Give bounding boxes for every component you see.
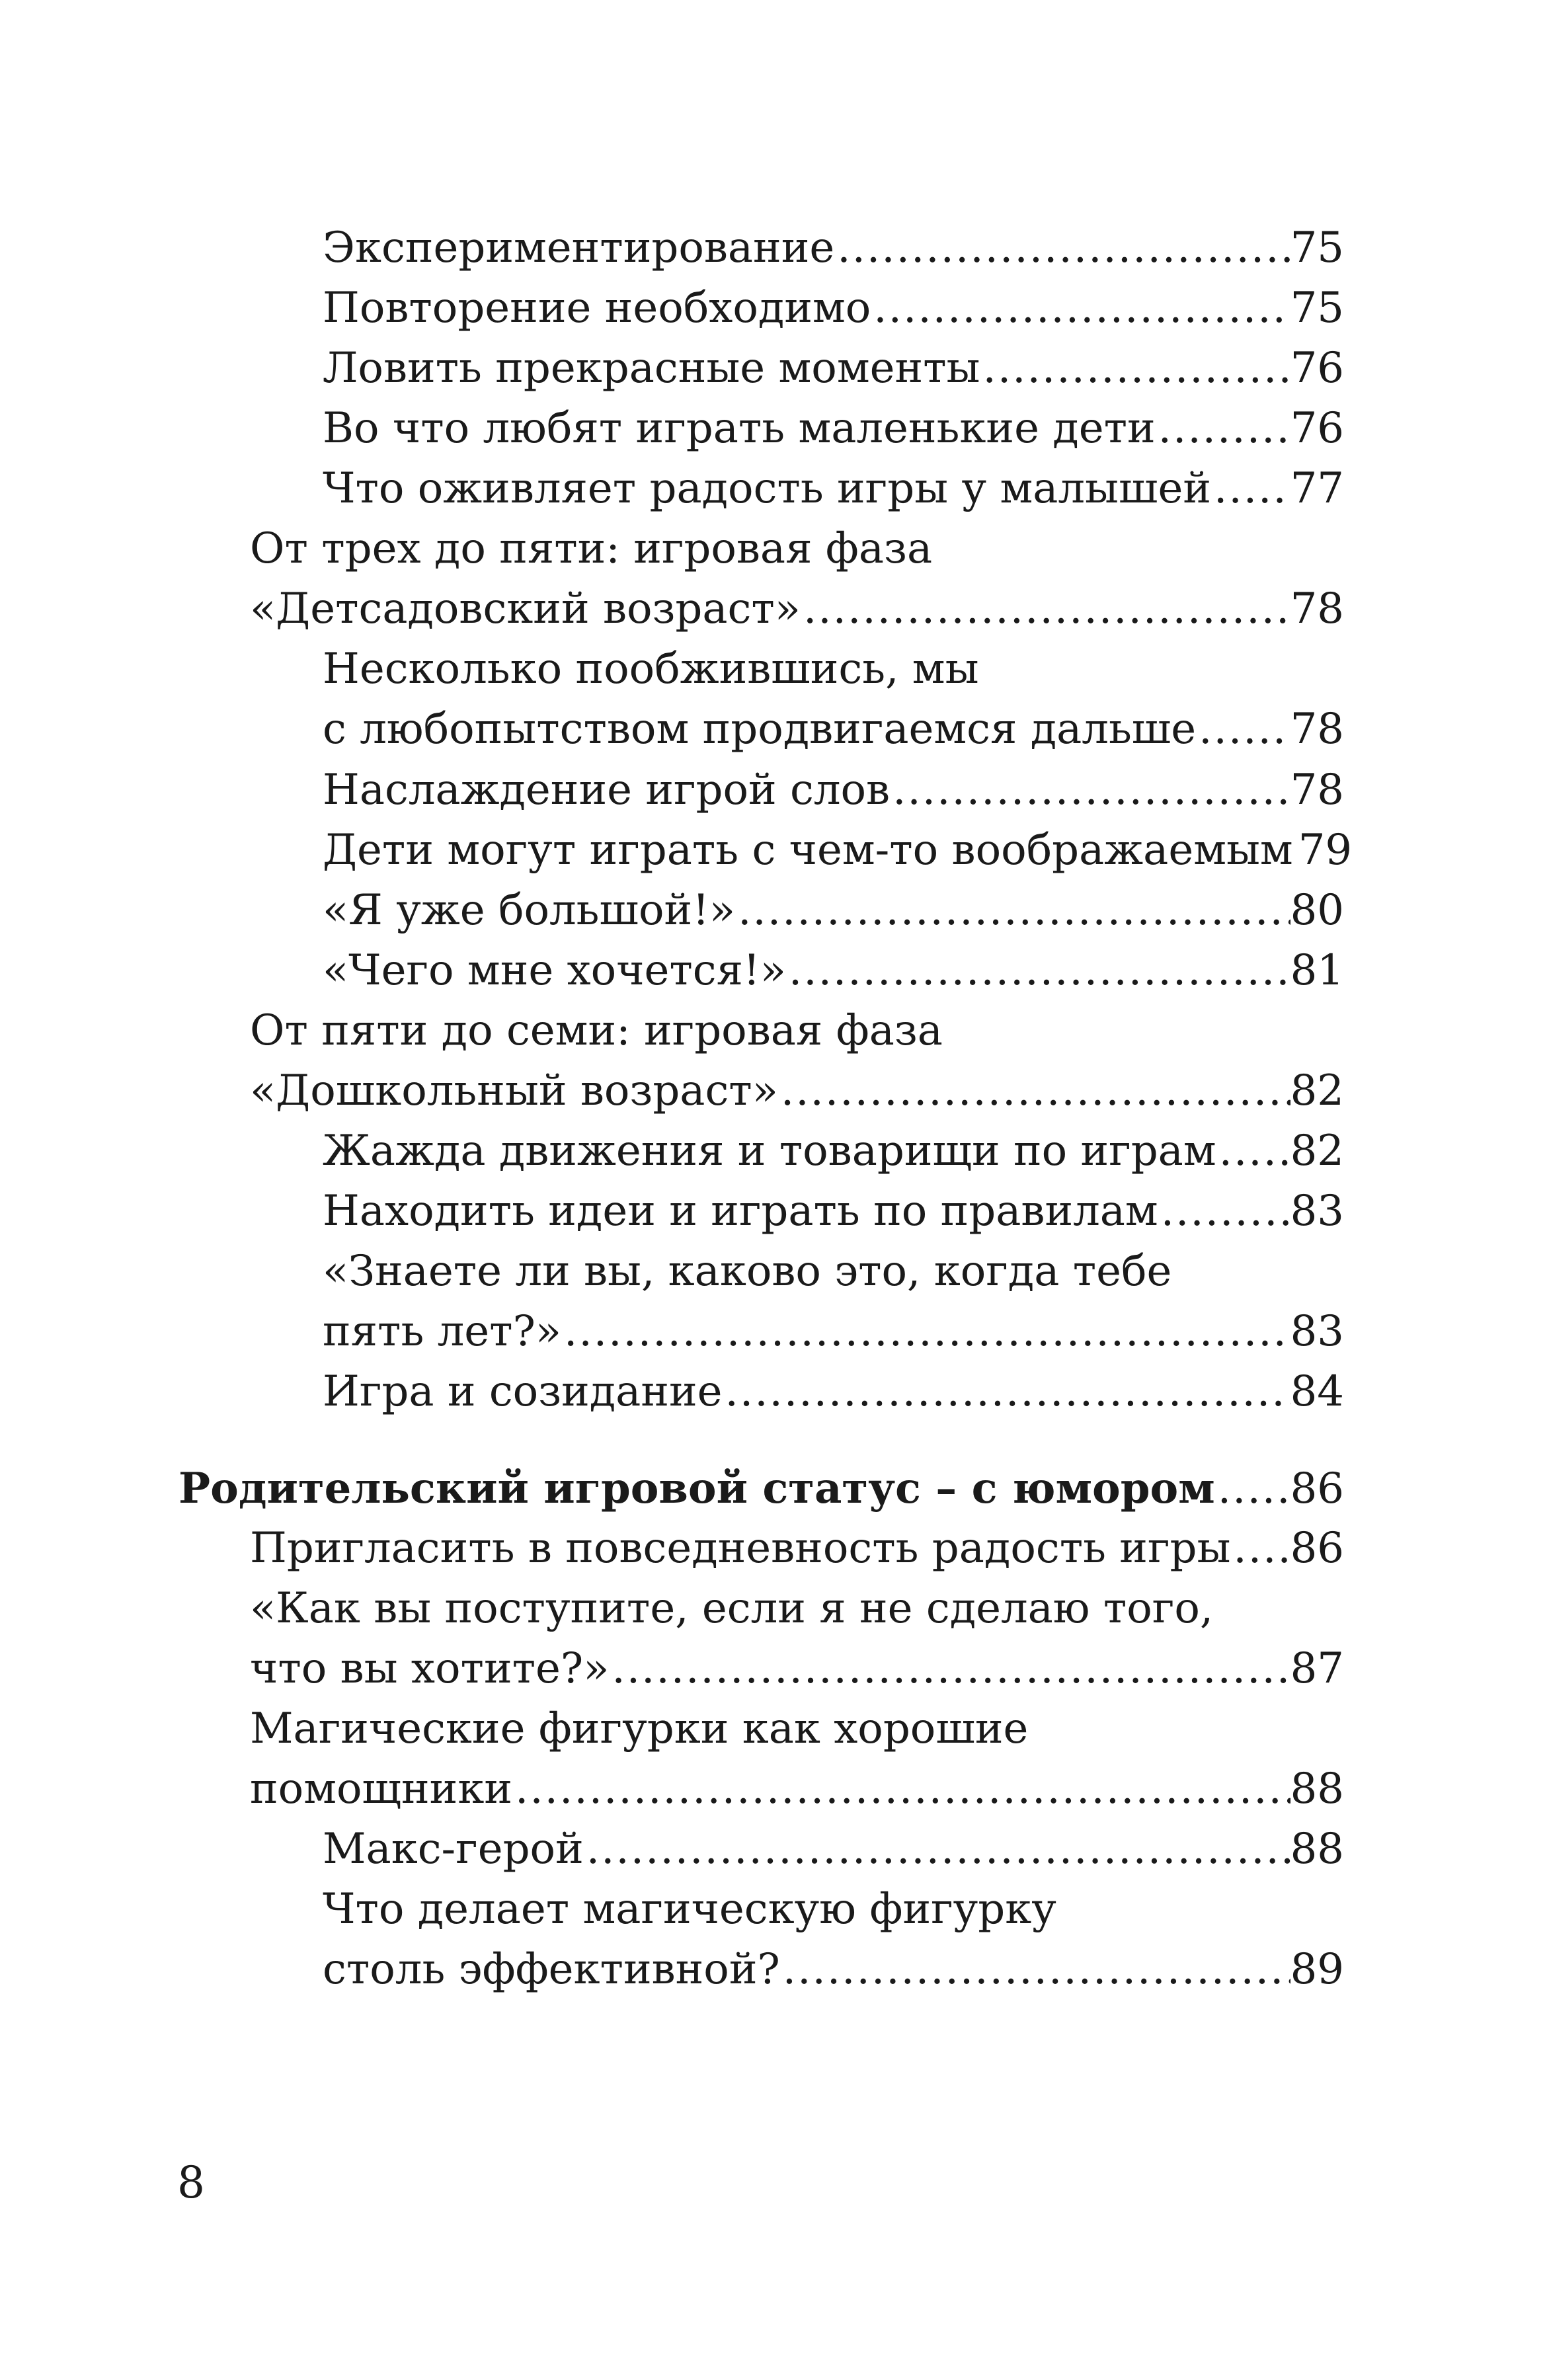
toc-entry-title: Что оживляет радость игры у малышей xyxy=(323,464,1211,513)
toc-entry xyxy=(323,941,1344,1001)
toc-entry-page: 82 xyxy=(1290,1127,1344,1175)
toc-entry-line xyxy=(323,760,1344,820)
toc-entry xyxy=(323,218,1344,278)
toc-entry-title: с любопытством продвигаемся дальше xyxy=(323,705,1197,754)
toc-entry-title-line: От трех до пяти: игровая фаза xyxy=(250,524,933,573)
toc-entry-title: «Я уже большой!» xyxy=(323,886,736,935)
toc-entry-page: 78 xyxy=(1290,705,1344,754)
toc-entry xyxy=(323,1242,1344,1362)
dot-leader xyxy=(1211,459,1290,519)
toc-entry xyxy=(323,459,1344,519)
toc-entry-page: 84 xyxy=(1290,1367,1344,1416)
toc-entry-page: 76 xyxy=(1290,404,1344,453)
toc-entry-title: Пригласить в повседневность радость игры xyxy=(250,1524,1231,1573)
toc-entry-page: 81 xyxy=(1290,946,1344,995)
dot-leader xyxy=(980,338,1290,399)
toc-entry-page: 86 xyxy=(1290,1464,1344,1513)
dot-leader xyxy=(1293,820,1298,881)
toc-entry xyxy=(323,1362,1344,1422)
toc-entry-page: 88 xyxy=(1290,1765,1344,1813)
dot-leader xyxy=(786,941,1290,1001)
toc-entry-title: Ловить прекрасные моменты xyxy=(323,344,980,393)
toc-entry-title: Во что любят играть маленькие дети xyxy=(323,404,1156,453)
toc-entry-page: 83 xyxy=(1290,1187,1344,1236)
toc-entry-page: 79 xyxy=(1298,826,1353,875)
toc-entry xyxy=(250,1519,1344,1579)
dot-leader xyxy=(1216,1121,1290,1181)
toc-entry-page: 75 xyxy=(1290,284,1344,333)
toc-entry-page: 86 xyxy=(1290,1524,1344,1573)
dot-leader xyxy=(735,881,1290,941)
toc-entry-title: столь эффективной? xyxy=(323,1945,780,1994)
toc-entry-title-line: Несколько пообжившись, мы xyxy=(323,645,979,694)
toc-entry xyxy=(323,1181,1344,1242)
toc-entry-title-line: Что делает магическую фигурку xyxy=(323,1885,1056,1934)
toc-entry-line xyxy=(323,820,1353,881)
toc-entry-line xyxy=(250,1759,1344,1819)
toc-entry xyxy=(250,519,1344,639)
toc-entry xyxy=(323,820,1353,881)
dot-leader xyxy=(1215,1459,1290,1519)
toc-entry xyxy=(178,1458,1344,1519)
toc-entry-title: Наслаждение игрой слов xyxy=(323,766,891,814)
toc-entry-line xyxy=(250,1519,1344,1579)
toc-entry-title: пять лет?» xyxy=(323,1307,562,1356)
toc-entry-line xyxy=(250,1061,1344,1121)
toc-entry-title-line: От пяти до семи: игровая фаза xyxy=(250,1006,943,1055)
toc-entry xyxy=(323,1819,1344,1880)
toc-entry-title: Игра и созидание xyxy=(323,1367,723,1416)
toc-entry-page: 87 xyxy=(1290,1644,1344,1693)
toc-entry-title: Находить идеи и играть по правилам xyxy=(323,1187,1158,1236)
toc-entry-line xyxy=(323,459,1344,519)
toc-entry-line xyxy=(250,1639,1344,1699)
page-number: 8 xyxy=(177,2157,205,2208)
dot-leader xyxy=(561,1302,1290,1362)
dot-leader xyxy=(834,218,1290,278)
toc-entry-title: помощники xyxy=(250,1765,512,1813)
toc-entry-title-line: «Как вы поступите, если я не сделаю того, xyxy=(250,1584,1214,1633)
toc-entry-line xyxy=(323,1121,1344,1181)
toc-entry xyxy=(250,1699,1344,1819)
toc-entry xyxy=(323,881,1344,941)
toc-entry-line xyxy=(323,1819,1344,1880)
toc-entry-title-line: «Знаете ли вы, каково это, когда тебе xyxy=(323,1247,1172,1296)
toc-entry-line xyxy=(178,1458,1344,1519)
toc-entry-page: 78 xyxy=(1290,584,1344,633)
dot-leader xyxy=(871,278,1290,338)
dot-leader xyxy=(723,1362,1290,1422)
toc-entry-line xyxy=(323,881,1344,941)
toc-entry-line xyxy=(323,399,1344,459)
dot-leader xyxy=(512,1759,1290,1819)
dot-leader xyxy=(1156,399,1290,459)
toc-entry-page: 78 xyxy=(1290,766,1344,814)
toc-entry-title: Экспериментирование xyxy=(323,223,835,272)
toc-entry xyxy=(323,1880,1344,2000)
toc-entry-title: Макс-герой xyxy=(323,1825,584,1874)
toc-entry-title: Дети могут играть с чем-то воображаемым xyxy=(323,826,1293,875)
toc-entry-line xyxy=(323,278,1344,338)
toc-entry-line xyxy=(323,699,1344,760)
toc-entry-line xyxy=(250,579,1344,639)
toc-entry-page: 88 xyxy=(1290,1825,1344,1874)
toc-entry-page: 76 xyxy=(1290,344,1344,393)
toc-entry-line xyxy=(323,1302,1344,1362)
toc-entry-title-line: Магические фигурки как хорошие xyxy=(250,1704,1029,1753)
toc-entry xyxy=(323,278,1344,338)
dot-leader xyxy=(609,1639,1290,1699)
toc-entry-page: 83 xyxy=(1290,1307,1344,1356)
toc-entry xyxy=(323,639,1344,760)
toc-entry-line xyxy=(323,1181,1344,1242)
toc-entry-title: «Чего мне хочется!» xyxy=(323,946,786,995)
toc-entry-page: 80 xyxy=(1290,886,1344,935)
toc-entry xyxy=(323,338,1344,399)
toc-entry xyxy=(323,399,1344,459)
dot-leader xyxy=(584,1819,1290,1880)
toc-entry-title: что вы хотите?» xyxy=(250,1644,610,1693)
toc-entry-line xyxy=(323,941,1344,1001)
toc-entry-page: 82 xyxy=(1290,1066,1344,1115)
dot-leader xyxy=(1196,699,1290,760)
toc-entry-title: «Дошкольный возраст» xyxy=(250,1066,778,1115)
dot-leader xyxy=(890,760,1290,820)
toc-entry-page: 75 xyxy=(1290,223,1344,272)
dot-leader xyxy=(1158,1181,1290,1242)
toc-entry-page: 77 xyxy=(1290,464,1344,513)
toc-entry-page: 89 xyxy=(1290,1945,1344,1994)
toc-entry-title: Родительский игровой статус – с юмором xyxy=(178,1464,1215,1513)
dot-leader xyxy=(801,579,1290,639)
dot-leader xyxy=(1230,1519,1290,1579)
toc-entry-line xyxy=(323,1362,1344,1422)
dot-leader xyxy=(778,1061,1290,1121)
toc-entry-title: Повторение необходимо xyxy=(323,284,871,333)
toc-entry-line xyxy=(323,338,1344,399)
toc-entry-line xyxy=(323,218,1344,278)
toc-entry xyxy=(250,1001,1344,1121)
toc-entry xyxy=(323,760,1344,820)
toc-entry xyxy=(323,1121,1344,1181)
toc-entry-title: Жажда движения и товарищи по играм xyxy=(323,1127,1216,1175)
toc-entry-title: «Детсадовский возраст» xyxy=(250,584,801,633)
toc-entry-line xyxy=(323,1940,1344,2000)
toc-entry xyxy=(250,1579,1344,1699)
dot-leader xyxy=(780,1940,1290,2000)
